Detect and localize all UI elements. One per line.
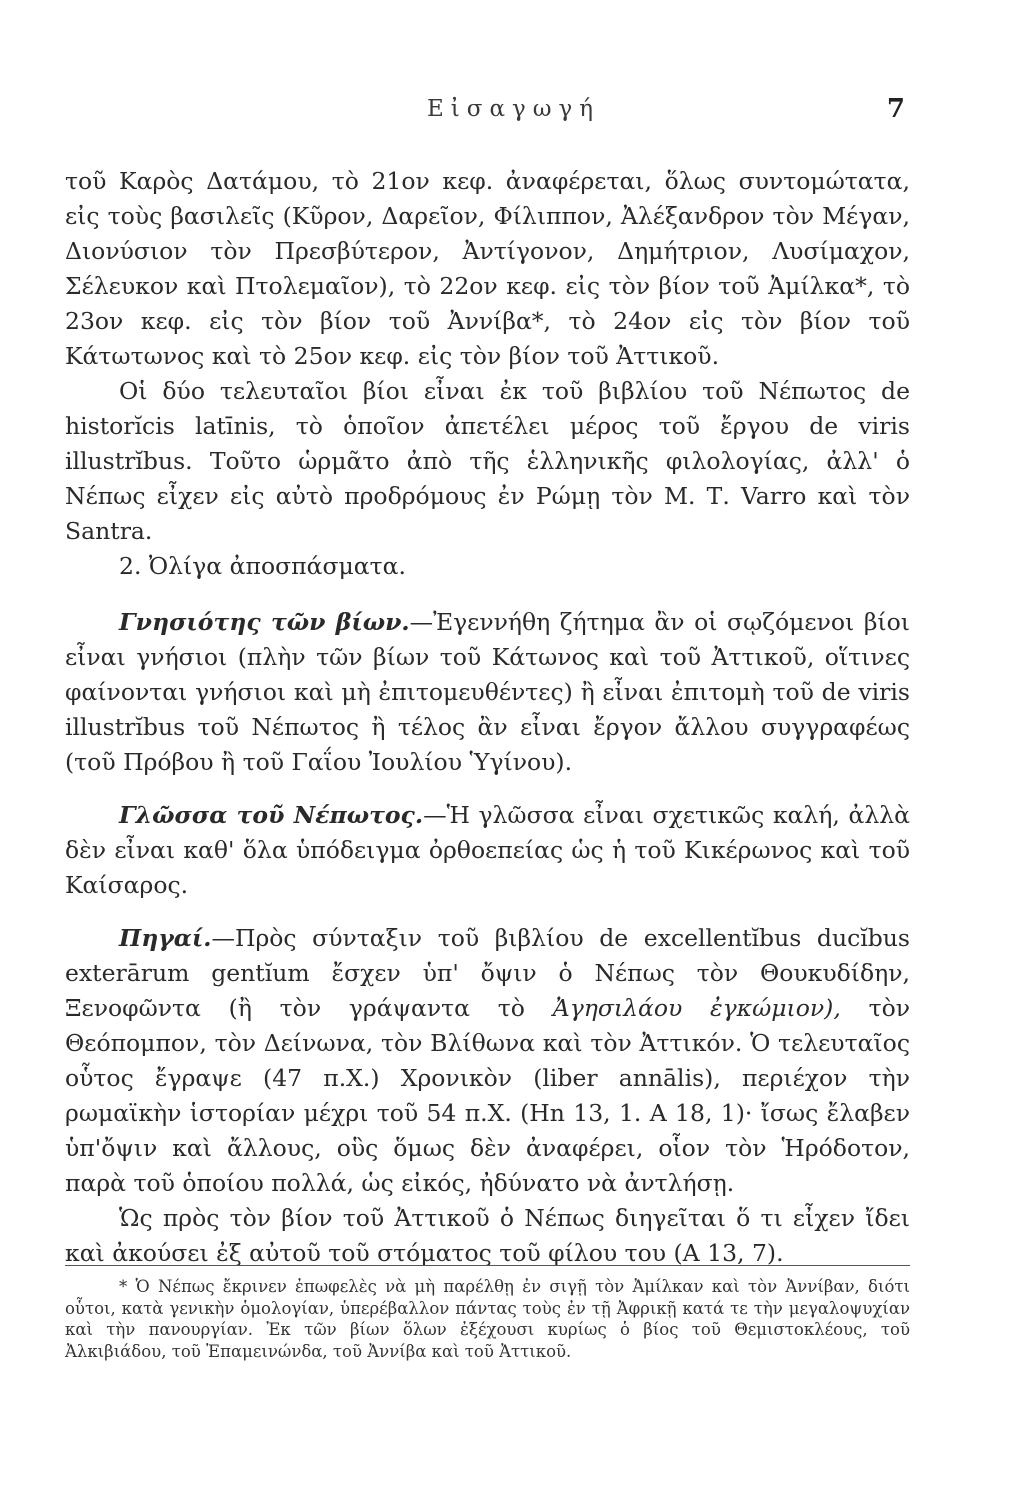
running-title: Εἰσαγωγή	[426, 96, 601, 122]
authenticity-heading: Γνησιότης τῶν βίων.	[119, 608, 410, 636]
paragraph-contents: τοῦ Καρὸς Δατάμου, τὸ 21ον κεφ. ἀναφέρεται, ὅλως συντομώτατα, εἰς τοὺς βασιλεῖς (Κῦρον, Δαρεῖον, Φίλιππον, Ἀλέξανδρον τὸν Μέγαν, Διονύσιον τὸν Πρεσβύτερον, Ἀντίγονον, Δημήτριον, Λυσίμαχον, Σέλευκον καὶ Πτολεμαῖον), τὸ 22ον κεφ. εἰς τὸν βίον τοῦ Ἀμίλκα*, τὸ 23ον κεφ. εἰς τὸν βίον τοῦ Ἀννίβα*, τὸ 24ον εἰς τὸν βίον τοῦ Κάτωτωνος καὶ τὸ 25ον κεφ. εἰς τὸν βίον τοῦ Ἀττικοῦ.	[65, 167, 910, 370]
main-text	[65, 164, 910, 1271]
footnote-text: * Ὁ Νέπως ἔκρινεν ἐπωφελὲς νὰ μὴ παρέλθῃ ἐν σιγῇ τὸν Ἀμίλκαν καὶ τὸν Ἀννίβαν, διότι οὗτοι, κατὰ γενικὴν ὁμολογίαν, ὑπερέβαλλον πάντας τοὺς ἐν τῇ Ἀφρικῇ κατά τε τὴν μεγαλοψυχίαν καὶ τὴν πανουργίαν. Ἐκ τῶν βίων ὅλων ἐξέχουσι κυρίως ὁ βίος τοῦ Θεμιστοκλέους, τοῦ Ἀλκιβιάδου, τοῦ Ἐπαμεινώνδα, τοῦ Ἀννίβα καὶ τοῦ Ἀττικοῦ.	[65, 1277, 910, 1361]
authenticity-text: —Ἐγεννήθη ζήτημα ἂν οἱ σῳζόμενοι βίοι εἶναι γνήσιοι (πλὴν τῶν βίων τοῦ Κάτωνος καὶ τοῦ Ἀττικοῦ, οἵτινες φαίνονται γνήσιοι καὶ μὴ ἐπιτομευθέντες) ἢ εἶναι ἐπιτομὴ τοῦ de viris illustrĭbus τοῦ Νέπωτος ἢ τέλος ἂν εἶναι ἔργον ἄλλου συγγραφέως (τοῦ Πρόβου ἢ τοῦ Γαΐου Ἰουλίου Ὑγίνου).	[65, 608, 910, 776]
section-language	[65, 798, 910, 903]
section-authenticity	[65, 605, 910, 780]
paragraph-last-lives: Οἱ δύο τελευταῖοι βίοι εἶναι ἐκ τοῦ βιβλίου τοῦ Νέπωτος de historĭcis latīnis, τὸ ὁποῖον ἀπετέλει μέρος τοῦ ἔργου de viris illustrĭbus. Τοῦτο ὡρμᾶτο ἀπὸ τῆς ἑλληνικῆς φιλολογίας, ἀλλ' ὁ Νέπως εἶχεν εἰς αὐτὸ προδρόμους ἐν Ρώμῃ τὸν Μ. Τ. Varro καὶ τὸν Santra.	[65, 377, 910, 545]
section-sources	[65, 921, 910, 1201]
section-heading-fragments: 2. Ὀλίγα ἀποσπάσματα.	[119, 552, 406, 580]
sources-italic-title: Ἀγησιλάου ἐγκώμιον),	[552, 994, 841, 1022]
footnote	[65, 1276, 910, 1362]
sources-text-b: τὸν Θεόπομπον, τὸν Δείνωνα, τὸν Βλίθωνα καὶ τὸν Ἀττικόν. Ὁ τελευταῖος οὗτος ἔγραψε (47 π.Χ.) Χρονικὸν (liber annālis), περιέχον τὴν ρωμαϊκὴν ἱστορίαν μέχρι τοῦ 54 π.Χ. (Hn 13, 1. A 18, 1)· ἴσως ἔλαβεν ὑπ'ὄψιν καὶ ἄλλους, οὓς ὅμως δὲν ἀναφέρει, οἷον τὸν Ἡρόδοτον, παρὰ τοῦ ὁποίου πολλά, ὡς εἰκός, ἠδύνατο νὰ ἀντλήσῃ.	[65, 994, 911, 1197]
sources-text-a: —Πρὸς σύνταξιν τοῦ βιβλίου de excellentĭbus ducĭbus exterārum gentĭum ἔσχεν ὑπ' ὄψιν ὁ Νέπως τὸν Θουκυδίδην, Ξενοφῶντα (ἢ τὸν γράψαντα τὸ	[65, 924, 910, 1022]
sources-heading: Πηγαί.	[119, 924, 212, 952]
footnote-divider	[65, 1265, 910, 1266]
paragraph-atticus: Ὡς πρὸς τὸν βίον τοῦ Ἀττικοῦ ὁ Νέπως διηγεῖται ὅ τι εἶχεν ἴδει καὶ ἀκούσει ἐξ αὐτοῦ τοῦ στόματος τοῦ φίλου του (Α 13, 7).	[65, 1204, 910, 1267]
language-text: —Ἡ γλῶσσα εἶναι σχετικῶς καλή, ἀλλὰ δὲν εἶναι καθ' ὅλα ὑπόδειγμα ὀρθοεπείας ὡς ἡ τοῦ Κικέρωνος καὶ τοῦ Καίσαρος.	[65, 801, 910, 899]
page-number: 7	[886, 94, 905, 124]
page-header	[0, 96, 1027, 136]
language-heading: Γλῶσσα τοῦ Νέπωτος.	[119, 801, 424, 829]
